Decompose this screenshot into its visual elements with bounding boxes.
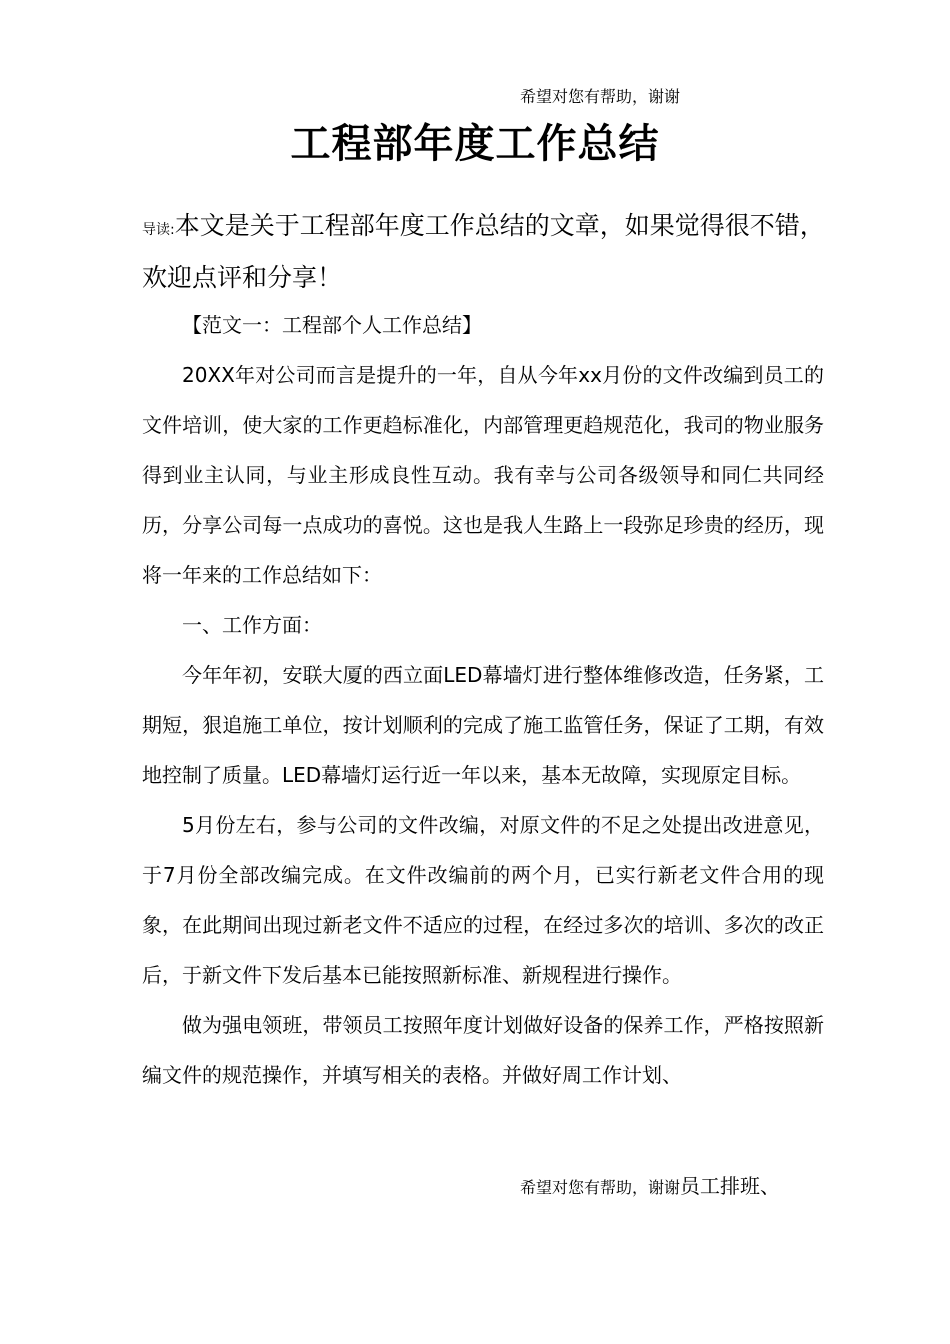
subsection-heading: 一、工作方面：: [182, 613, 322, 637]
intro-text: 本文是关于工程部年度工作总结的文章，如果觉得很不错，欢迎点评和分享！: [142, 211, 825, 292]
paragraph: 做为强电领班，带领员工按照年度计划做好设备的保养工作，严格按照新编文件的规范操作，并填写相关的表格。并做好周工作计划、: [142, 1013, 824, 1087]
document-title: 工程部年度工作总结: [290, 121, 660, 167]
footer-continuation: 员工排班、: [680, 1174, 781, 1198]
header-note: 希望对您有帮助，谢谢: [520, 87, 681, 106]
paragraph: 20XX年对公司而言是提升的一年，自从今年xx月份的文件改编到员工的文件培训，使大家的工作更趋标准化，内部管理更趋规范化，我司的物业服务得到业主认同，与业主形成良性互动。我有幸与公司各级领导和同仁共同经历，分享公司每一点成功的喜悦。这也是我人生路上一段弥足珍贵的经历，现将一年来的工作总结如下：: [142, 363, 824, 587]
intro-label: 导读:: [142, 222, 175, 238]
intro-paragraph: [142, 202, 832, 302]
document-body: [142, 300, 824, 1100]
paragraph: 今年年初，安联大厦的西立面LED幕墙灯进行整体维修改造，任务紧，工期短，狠追施工单位，按计划顺利的完成了施工监管任务，保证了工期，有效地控制了质量。LED幕墙灯运行近一年以来，基本无故障，实现原定目标。: [142, 663, 824, 787]
paragraph: 5月份左右，参与公司的文件改编，对原文件的不足之处提出改进意见，于7月份全部改编完成。在文件改编前的两个月，已实行新老文件合用的现象，在此期间出现过新老文件不适应的过程，在经过多次的培训、多次的改正后，于新文件下发后基本已能按照新标准、新规程进行操作。: [142, 813, 824, 987]
section-heading: 【范文一：工程部个人工作总结】: [182, 313, 482, 337]
footer-note-text: 希望对您有帮助，谢谢: [520, 1178, 681, 1197]
footer-note: [520, 1170, 780, 1199]
